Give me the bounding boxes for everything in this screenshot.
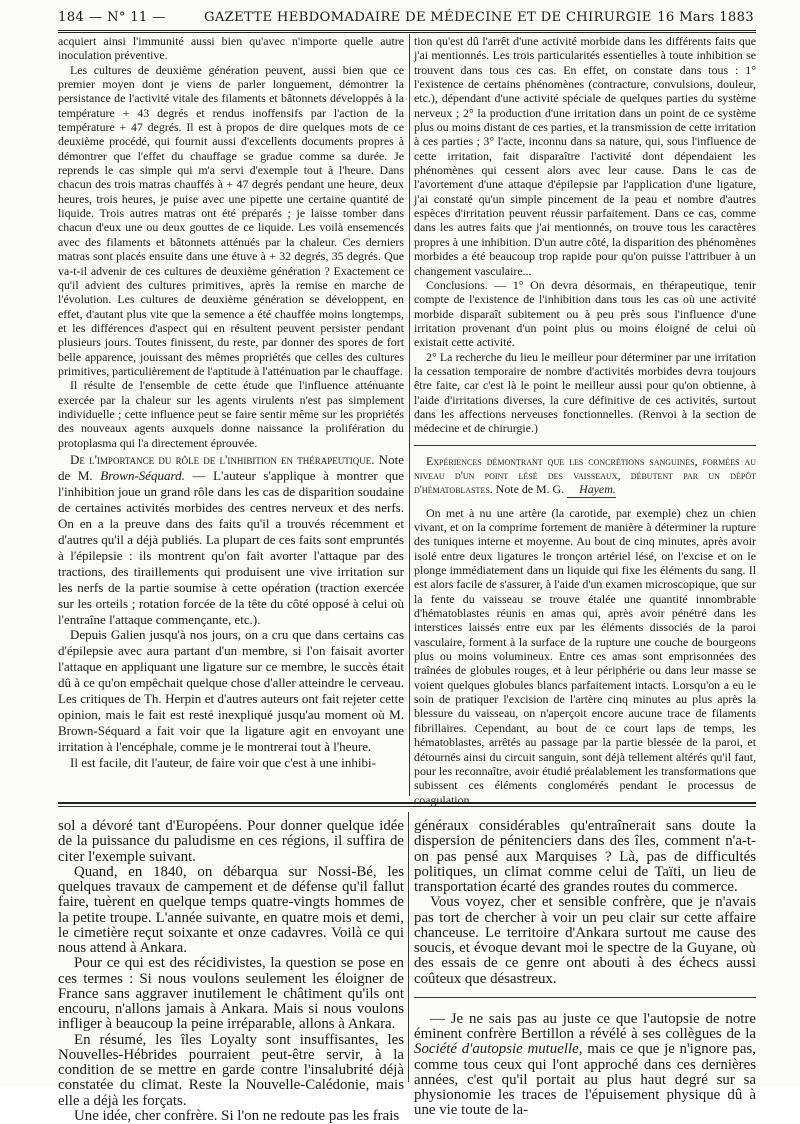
paragraph: Les cultures de deuxième génération peuvent, aussi bien que ce premier moyen dont je viens de parler longuement, démontrer la persistance de l'activité vitale des filaments et bâtonnets développés à la température + 43 degrés et rendus inoffensifs par l'action de la température + 47 degrés. Il est à propos de dire quelques mots de ce deuxième procédé, qui fournit aussi d'excellents documents propres à démontrer que l'effet du chauffage se gradue comme sa durée. Je reprends le cas simple qui m'a servi d'exemple tout à l'heure. Dans chacun des trois matras chauffés à + 47 degrés pendant une heure, deux heures, trois heures, je puise avec une pipette une certaine quantité de liquide. Trois autres matras ont été préparés ; je laisse tomber dans chacun d'eux une ou deux gouttes de ce liquide. Les voilà ensemencés avec des filaments et bâtonnets atténués par la chaleur. Ces derniers matras sont placés ensuite dans une étuve à + 32 degrés, 35 degrés. Que va-t-il advenir de ces cultures de deuxième génération ? Exactement ce qu'il advient des cultures primitives, après la remise en marche de l'évolution. Les cultures de deuxième génération se développent, en effet, d'autant plus vite que la semence a été chauffée moins longtemps, et les différences d'aspect qui en résultent peuvent persister pendant plusieurs jours. Toutes finissent, du reste, par donner des spores de fort belle apparence, jouissant des mêmes propriétés que celles des cultures primitives, particulièrement de l'aptitude à l'atténuation par le chauffage. bbox=[58, 62, 404, 378]
paragraph: 2° La recherche du lieu le meilleur pour déterminer par une irritation la cessation temporaire de nombre d'activités morbides devra toujours être faite, car c'est là le point le meilleur aussi pour qu'on obtienne, à l'aide d'irritations diverses, la cure définitive de ces activités, surtout dans les affections nerveuses fonctionnelles. (Renvoi à la section de médecine et de chirurgie.) bbox=[414, 349, 756, 436]
page-number: 184 bbox=[58, 10, 85, 25]
paragraph: généraux considérables qu'entraînerait sans doute la dispersion de pénitenciers dans des îles, comment n'a-t-on pas pensé aux Marquises ? Là, pas de difficultés politiques, un climat comme celui de Taïti, un lieu de transportation écarté des grandes routes du commerce. bbox=[414, 818, 756, 895]
paragraph: tion qu'est dû l'arrêt d'une activité morbide dans les différents faits que j'ai mentionnés. Les trois particularités essentielles à toute inhibition se trouvent dans tous ces cas. En effet, on constate dans tous : 1° l'existence de certains phénomènes (contracture, convulsions, douleur, etc.), dépendant d'une activité spéciale de quelques parties du système nerveux ; 2° la production d'une irritation dans un point de ce système plus ou moins distant de ces parties, et la transmission de cette irritation à ces parties ; 3° l'acte, inconnu dans sa nature, qui, sous l'influence de cette irritation, fait disparaître l'activité dont dépendaient les phénomènes qui cessent alors avec leur cause. Dans le cas de l'avortement d'une attaque d'épilepsie par l'application d'une ligature, j'ai constaté qu'un simple pincement de la peau et nombre d'autres espèces d'irritation peuvent réussir parfaitement. Dans ce cas, comme dans les autres faits que j'ai mentionnés, on trouve tous les caractères propres à une inhibition. D'un autre côté, la disparition des phénomènes morbides a été beaucoup trop rapide pour qu'on puisse l'attribuer à un changement vasculaire... bbox=[414, 34, 756, 278]
paragraph: En résumé, les îles Loyalty sont insuffisantes, les Nouvelles-Hébrides pourraient peut-être servir, à la condition de se mettre en garde contre l'insalubrité déjà constatée du climat. Reste la Nouvelle-Calédonie, mais elle a déjà les forçats. bbox=[58, 1031, 404, 1109]
issue-number: — N° 11 — bbox=[89, 10, 166, 25]
section-author: Hayem. bbox=[567, 482, 616, 497]
header-rule-double bbox=[58, 32, 756, 33]
feuilleton-section-divider bbox=[414, 997, 756, 998]
paragraph: Conclusions. — 1° On devra désormais, en thérapeutique, tenir compte de l'existence de l'inhibition dans tous les cas où une activité morbide disparaît subitement ou à peu près sous l'influence d'une irritation provenant d'un point plus ou moins éloigné de celui où existait cette activité. bbox=[414, 277, 756, 350]
paragraph: Une idée, cher confrère. Si l'on ne redoute pas les frais bbox=[74, 1107, 400, 1124]
issue-date: 16 Mars 1883 bbox=[657, 10, 754, 25]
paragraph: Depuis Galien jusqu'à nos jours, on a cru que dans certains cas d'épilepsie avec aura partant d'un membre, si l'on faisait avorter l'attaque en appliquant une ligature sur ce membre, le succès était dû à ce qu'on empêchait quelque chose d'aller atteindre le cerveau. Les critiques de Th. Herpin et d'autres auteurs ont fait rejeter cette opinion, mais le fait est resté inexpliqué jusqu'au moment où M. Brown-Séquard a fait voir que la ligature agit en envoyant une irritation à l'encéphale, comme je le montrerai tout à l'heure. bbox=[58, 627, 404, 755]
header-rule bbox=[58, 30, 756, 31]
feuilleton-rule bbox=[58, 802, 756, 804]
section-lead: — L'auteur s'applique à montrer que l'inhibition joue un grand rôle dans les cas de disparition soudaine de certaines activités morbides des centres nerveux et des nerfs. On en a la preuve dans des faits qu'il a trouvés récemment et d'autres qu'il a déjà publiés. La plupart de ces faits sont empruntés à l'épilepsie : ils montrent qu'on fait avorter l'attaque par des tractions, des tiraillements qui produisent une vive irritation sur les nerfs de la partie soumise à cette opération (traction exercée sur les orteils ; rotation forcée de la tête du côté opposé à celui où l'entraîne l'attaque commençante, etc.). bbox=[58, 467, 405, 627]
feuilleton-column-divider bbox=[408, 812, 409, 1082]
column-divider bbox=[409, 34, 410, 796]
section-note-prefix: Note de M. G. bbox=[495, 482, 565, 497]
paragraph: On met à nu une artère (la carotide, par exemple) chez un chien vivant, et on la comprime fortement de manière à déterminer la rupture des tuniques interne et moyenne. Au bout de cinq minutes, après avoir isolé entre deux ligatures le tronçon artériel lésé, on l'excise et on le plonge immédiatement dans un liquide qui fixe les éléments du sang. Il est alors facile de s'assurer, à l'aide d'un examen microscopique, que sur la fente du vaisseau se trouve étalée une quantité innombrable d'hématoblastes réunis en amas qui, après avoir pénétré dans les interstices laissés entre eux par les éléments dissociés de la paroi vasculaire, forment à la surface de la rupture une couche de bourgeons plus ou moins volumineux. Entre ces amas sont emprisonnées des traînées de globules rouges, et à leur périphérie ou dans leur masse se voient quelques globules blancs parfaitement intacts. Lorsqu'on a eu le soin de pratiquer l'excision de l'artère cinq minutes au plus après la blessure du vaisseau, on n'aperçoit encore aucune trace de filaments fibrillaires. Cependant, au bout de ce court laps de temps, les hématoblastes, arrêtés au passage par la partie blessée de la paroi, et détournés ainsi du circuit sanguin, sont déjà tellement altérés qu'il faut, pour les reconnaître, avoir étudié préalablement les transformations que subissent ces éléments conglomérés pendant le processus de coagulation. bbox=[414, 505, 756, 807]
section-title: De l'importance du rôle de l'inhibition en thérapeutique. bbox=[70, 451, 375, 467]
section-paragraph bbox=[414, 454, 756, 498]
paragraph: Vous voyez, cher et sensible confrère, que je n'avais pas tort de chercher à voir un peu clair sur cette affaire chanceuse. Le territoire d'Ankara surtout me cause des soucis, et évoque devant moi le spectre de la Guyane, où des essais de ce genre ont abouti à des échecs aussi coûteux que désastreux. bbox=[414, 894, 756, 987]
section-note-prefix: Note de M. bbox=[58, 451, 405, 483]
feuilleton-rule-thin bbox=[58, 806, 756, 807]
paragraph: Il est facile, dit l'auteur, de faire voir que c'est à une inhibi- bbox=[70, 755, 376, 771]
left-column bbox=[58, 34, 404, 796]
paragraph: sol a dévoré tant d'Européens. Pour donner quelque idée de la puissance du paludisme en ces régions, il suffira de citer l'exemple suivant. bbox=[58, 818, 404, 865]
page-header bbox=[58, 9, 754, 27]
right-column bbox=[414, 34, 756, 807]
journal-title: GAZETTE HEBDOMADAIRE DE MÉDECINE ET DE CHIRURGIE bbox=[204, 10, 652, 25]
section-divider bbox=[414, 445, 756, 446]
paragraph: Pour ce qui est des récidivistes, la question se pose en ces termes : Si nous voulons seulement les éloigner de France sans aggraver inutilement le châtiment qu'ils ont encouru, n'allons jamais à Ankara. Mais si nous voulons infliger à beaucoup la peine irréparable, allons à Ankara. bbox=[58, 955, 404, 1033]
section-author: Brown-Séquard. bbox=[100, 467, 185, 483]
society-name: Société d'autopsie mutuelle, bbox=[414, 1041, 583, 1058]
paragraph: Quand, en 1840, on débarqua sur Nossi-Bé, les quelques travaux de campement et de défense qu'il fallut faire, tuèrent en quelque temps quatre-vingts hommes de la petite troupe. L'année suivante, en quatre mois et demi, le cimetière reçut soixante et onze cadavres. Voilà ce qui nous attend à Ankara. bbox=[58, 863, 404, 956]
paragraph: acquiert ainsi l'immunité aussi bien qu'avec n'importe quelle autre inoculation préventive. bbox=[58, 34, 404, 63]
section-title: Expériences démontrant que les concrétions sanguines, formées au niveau d'un point lésé des vaisseaux, débutent par un dépôt d'hématoblastes. bbox=[414, 453, 756, 497]
feuilleton-left-column bbox=[58, 818, 404, 1124]
paragraph: Il résulte de l'ensemble de cette étude que l'influence atténuante exercée par la chaleur sur les agents virulents n'est pas simplement individuelle ; cette influence peut se faire sentir même sur les propriétés des nouveaux agents auxquels donne naissance la prolifération du protoplasma qui l'a directement éprouvée. bbox=[58, 378, 404, 450]
paragraph: — Je ne sais pas au juste ce que l'autopsie de notre éminent confrère Bertillon a révélé à ses collègues de la Société d'autopsie mutuelle, mais ce que je n'ignore pas, comme tous ceux qui l'ont approché dans ces dernières années, c'est qu'il portait au plus haut degré sur sa physionomie les traces de l'épuisement physique dû à une vie toute de la- bbox=[414, 1010, 756, 1119]
section-paragraph bbox=[58, 452, 404, 627]
feuilleton-right-column bbox=[414, 818, 756, 1119]
